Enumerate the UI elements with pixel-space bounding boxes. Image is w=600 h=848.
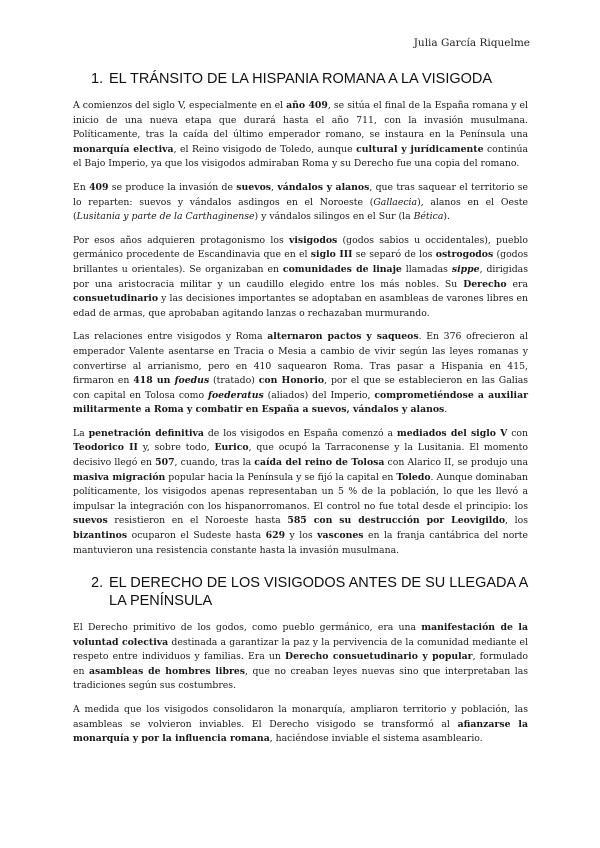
text-run: , dirigidas por una aristocracia militar y un caudillo elegido entre los más nobles. Su	[73, 263, 528, 290]
emphasis-text: penetración definitiva	[88, 427, 204, 439]
emphasis-text: Derecho consuetudinario y popular	[285, 651, 473, 663]
text-run: ), alanos en el Oeste (	[73, 196, 528, 223]
emphasis-text: mediados del siglo V	[396, 427, 508, 439]
emphasis-text: Derecho	[463, 278, 507, 290]
emphasis-text: foederatus	[207, 389, 264, 401]
text-run: con	[507, 427, 529, 439]
emphasis-text: 629	[265, 530, 286, 542]
text-run: se separó de los	[352, 249, 436, 261]
paragraph	[73, 427, 528, 558]
text-run: . Aunque dominaban políticamente, los visigodos apenas representaban un 5 % de la población, lo que les llevó a impulsar la integración con los hispanorromanos. El control no fue total desde el principio: los	[73, 471, 528, 512]
section-number: 1.	[91, 71, 104, 87]
emphasis-text: vascones	[317, 530, 364, 542]
text-run: llamadas	[401, 263, 452, 275]
paragraph	[73, 234, 528, 322]
text-run: , cuando, tras la	[174, 457, 255, 469]
emphasis-text: 507	[155, 457, 175, 469]
emphasis-text: comunidades de linaje	[282, 263, 402, 275]
paragraph	[73, 99, 528, 172]
text-run: (tratado)	[209, 375, 259, 387]
text-run: , formulado en	[73, 651, 529, 677]
paragraph	[73, 621, 528, 694]
text-run: , que ocupó la Tarraconense y la Lusitania. El momento decisivo llegó en	[73, 442, 528, 469]
text-run: ) y vándalos silingos en el Sur (la	[254, 211, 414, 223]
text-run: El Derecho primitivo de los godos, como pueblo germánico, era una	[73, 622, 422, 633]
section-1-body	[73, 99, 528, 567]
emphasis-text: con Honorio	[258, 375, 325, 387]
section-number: 2.	[91, 575, 104, 591]
author-name: Julia García Riquelme	[413, 37, 530, 49]
text-run: A medida que los visigodos consolidaron la monarquía, ampliaron territorio y población, las asambleas se volvieron inviables. El Derecho visigodo se transformó al	[73, 703, 528, 730]
text-run: (aliados) del Imperio,	[263, 389, 375, 401]
emphasis-text: bizantinos	[73, 530, 128, 542]
emphasis-text: foedus	[174, 375, 210, 387]
text-run: ).	[443, 211, 450, 223]
emphasis-text: vándalos y alanos	[277, 181, 370, 193]
section-heading-2	[91, 574, 536, 610]
emphasis-text: Bética	[413, 211, 444, 223]
paragraph	[73, 703, 528, 747]
text-run: . En 376 ofrecieron al emperador Valente asentarse en Tracia o Mesia a cambio de vivir según las leyes romanas y convertirse al arrianismo, pero en 410 saquearon Roma. Tras pasar a Hispania en 415, firmaron en	[73, 331, 528, 387]
text-run: se produce la invasión de	[108, 181, 237, 193]
emphasis-text: 409	[89, 181, 109, 193]
text-run: en la franja cantábrica del norte mantuvieron una resistencia constante hasta la invasión musulmana.	[73, 530, 528, 556]
emphasis-text: suevos	[73, 515, 108, 527]
emphasis-text: monarquía electiva	[73, 143, 174, 155]
text-run: .	[444, 404, 448, 416]
emphasis-text: Lusitania y parte de la Carthaginense	[76, 211, 255, 223]
text-run: , el Reino visigodo de Toledo, aunque	[173, 143, 357, 155]
text-run: y las decisiones importantes se adoptaban en asambleas de varones libres en edad de armas, que aprobaban agitando lanzas o rechazaban murmurando.	[73, 293, 528, 319]
paragraph	[73, 181, 528, 225]
text-run: , que no creaban leyes nuevas sino que interpretaban las tradiciones según sus costumbres.	[73, 665, 529, 692]
emphasis-text: cultural y jurídicamente	[356, 143, 484, 155]
emphasis-text: Toledo	[396, 471, 431, 483]
section-heading-1	[91, 70, 536, 88]
section-title: EL DERECHO DE LOS VISIGODOS ANTES DE SU LLEGADA A LA PENÍNSULA	[109, 575, 528, 609]
text-run: , haciéndose inviable el sistema asambleario.	[269, 733, 483, 745]
emphasis-text: sippe	[451, 263, 480, 275]
emphasis-text: manifestación de la voluntad colectiva	[73, 622, 528, 648]
emphasis-text: año 409	[286, 100, 328, 111]
text-run: Las relaciones entre visigodos y Roma	[73, 331, 268, 343]
text-run: A comienzos del siglo V, especialmente en el	[73, 100, 287, 111]
text-run: (godos brillantes u orientales). Se organizaban en	[73, 249, 529, 275]
text-run: destinada a garantizar la paz y la pervivencia de la comunidad mediante el respeto entre individuos y familias. Era un	[73, 636, 528, 663]
text-run: y, sobre todo,	[137, 442, 215, 454]
emphasis-text: alternaron pactos y saqueos	[267, 331, 419, 343]
text-run: En	[73, 181, 90, 193]
emphasis-text: comprometiéndose a auxiliar militarmente a Roma y combatir en España a suevos, vándalos y alanos	[73, 389, 528, 416]
text-run: , se sitúa el final de la España romana y el inicio de una nueva etapa que durará hasta el año 711, con la invasión musulmana. Políticamente, tras la caída del último emperador romano, se instaura en la Península una	[73, 100, 529, 141]
emphasis-text: ostrogodos	[435, 249, 494, 261]
emphasis-text: visigodos	[288, 234, 338, 246]
emphasis-text: Gallaecia	[373, 196, 418, 208]
text-run: ocuparon el Sudeste hasta	[127, 530, 266, 542]
text-run: (godos sabios u occidentales), pueblo germánico procedente de Escandinavia que en el	[73, 234, 528, 261]
text-run: y los	[285, 530, 318, 542]
text-run: Por esos años adquieren protagonismo los	[73, 234, 289, 246]
emphasis-text: Teodorico II	[73, 442, 138, 454]
emphasis-text: 585 con su destrucción por Leovigildo	[287, 515, 506, 527]
emphasis-text: suevos	[236, 181, 272, 193]
emphasis-text: Eurico	[214, 442, 249, 454]
emphasis-text: 418 un	[133, 375, 175, 387]
text-run: con Alarico II, se produjo una	[384, 457, 528, 469]
text-run: , por el que se establecieron en las Galias con capital en Tolosa como	[73, 375, 529, 401]
emphasis-text: consuetudinario	[73, 293, 159, 305]
emphasis-text: afianzarse la monarquía y por la influencia romana	[73, 718, 528, 745]
text-run: era	[506, 278, 528, 290]
text-run: ,	[271, 181, 278, 193]
text-run: continúa el Bajo Imperio, ya que los visigodos admiraban Roma y su Derecho fue una copia del romano.	[73, 143, 528, 170]
paragraph	[73, 330, 528, 418]
text-run: , que tras saquear el territorio se lo reparten: suevos y vándalos asdingos en el Noroeste (	[73, 181, 528, 208]
text-run: resistieron en el Noroeste hasta	[107, 515, 288, 527]
emphasis-text: masiva migración	[73, 471, 166, 483]
text-run: La	[73, 427, 89, 439]
text-run: , los	[505, 515, 528, 527]
emphasis-text: caída del reino de Tolosa	[254, 457, 385, 469]
text-run: de los visigodos en España comenzó a	[203, 427, 397, 439]
emphasis-text: asambleas de hombres libres	[88, 665, 246, 677]
text-run: popular hacia la Península y se fijó la capital en	[165, 471, 397, 483]
emphasis-text: siglo III	[310, 249, 353, 261]
section-title: EL TRÁNSITO DE LA HISPANIA ROMANA A LA VISIGODA	[109, 71, 493, 87]
section-2-body	[73, 621, 528, 756]
